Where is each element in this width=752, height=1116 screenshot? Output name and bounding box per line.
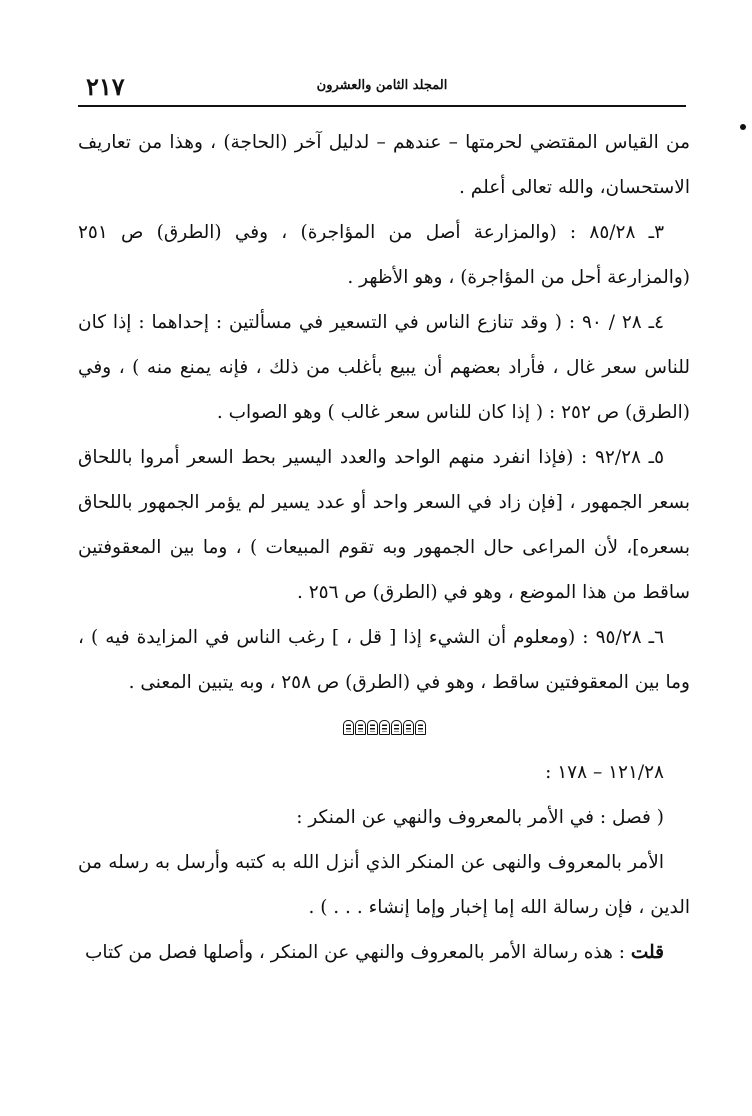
section-quote-body: الأمر بالمعروف والنهى عن المنكر الذي أنزل الله به كتبه وأرسل به رسله من الدين ، فإن رسالة الله إما إخبار وإما إنشاء . . . ) . (78, 852, 690, 918)
paragraph-note-3: ٣ـ ٨٥/٢٨ : (والمزارعة أصل من المؤاجرة) ، وفي (الطرق) ص ٢٥١ (والمزارعة أحل من المؤاجرة) ، وهو الأظهر . (78, 222, 690, 288)
paragraph-comment (78, 930, 690, 975)
paragraph-continuation: من القياس المقتضي لحرمتها – عندهم – لدليل آخر (الحاجة) ، وهذا من تعاريف الاستحسان، والله تعالى أعلم . (78, 132, 690, 198)
section-heading-quote: ( فصل : في الأمر بالمعروف والنهي عن المنكر : (296, 807, 664, 828)
comment-lead: قلت (630, 942, 664, 963)
paragraph-note-6: ٦ـ ٩٥/٢٨ : (ومعلوم أن الشيء إذا [ قل ، ] رغب الناس في المزايدة فيه ) ، وما بين المعقوفتين ساقط ، وهو في (الطرق) ص ٢٥٨ ، وبه يتبين المعنى . (78, 627, 690, 693)
margin-dot (740, 124, 746, 130)
ornament-glyph (415, 720, 426, 735)
section-reference: ١٢١/٢٨ – ١٧٨ : (545, 762, 664, 783)
ornament-glyph (355, 720, 366, 735)
page-body (78, 120, 690, 975)
page-number: ٢١٧ (86, 72, 125, 101)
header-rule (78, 105, 686, 107)
running-header (78, 72, 686, 102)
ornament-glyph (343, 720, 354, 735)
paragraph-note-5: ٥ـ ٩٢/٢٨ : (فإذا انفرد منهم الواحد والعدد اليسير بحط السعر أمروا باللحاق بسعر الجمهور ، [فإن زاد في السعر واحد أو عدد يسير لم يؤمر الجمهور باللحاق بسعره]، لأن المراعى حال الجمهور وبه تقوم المبيعات ) ، وما بين المعقوفتين ساقط من هذا الموضع ، وهو في (الطرق) ص ٢٥٦ . (78, 447, 690, 603)
volume-title: المجلد الثامن والعشرون (316, 78, 448, 93)
comment-text: : هذه رسالة الأمر بالمعروف والنهي عن المنكر ، وأصلها فصل من كتاب (85, 942, 631, 963)
section-ornament (78, 705, 690, 750)
ornament-glyph (379, 720, 390, 735)
ornament-glyph (367, 720, 378, 735)
ornament-glyph (403, 720, 414, 735)
paragraph-note-4: ٤ـ ٢٨ / ٩٠ : ( وقد تنازع الناس في التسعير في مسألتين : إحداهما : إذا كان للناس سعر غال ، فأراد بعضهم أن يبيع بأغلب من ذلك ، فإنه يمنع منه ) ، وفي (الطرق) ص ٢٥٢ : ( إذا كان للناس سعر غالب ) وهو الصواب . (78, 312, 690, 423)
ornament-glyph (391, 720, 402, 735)
